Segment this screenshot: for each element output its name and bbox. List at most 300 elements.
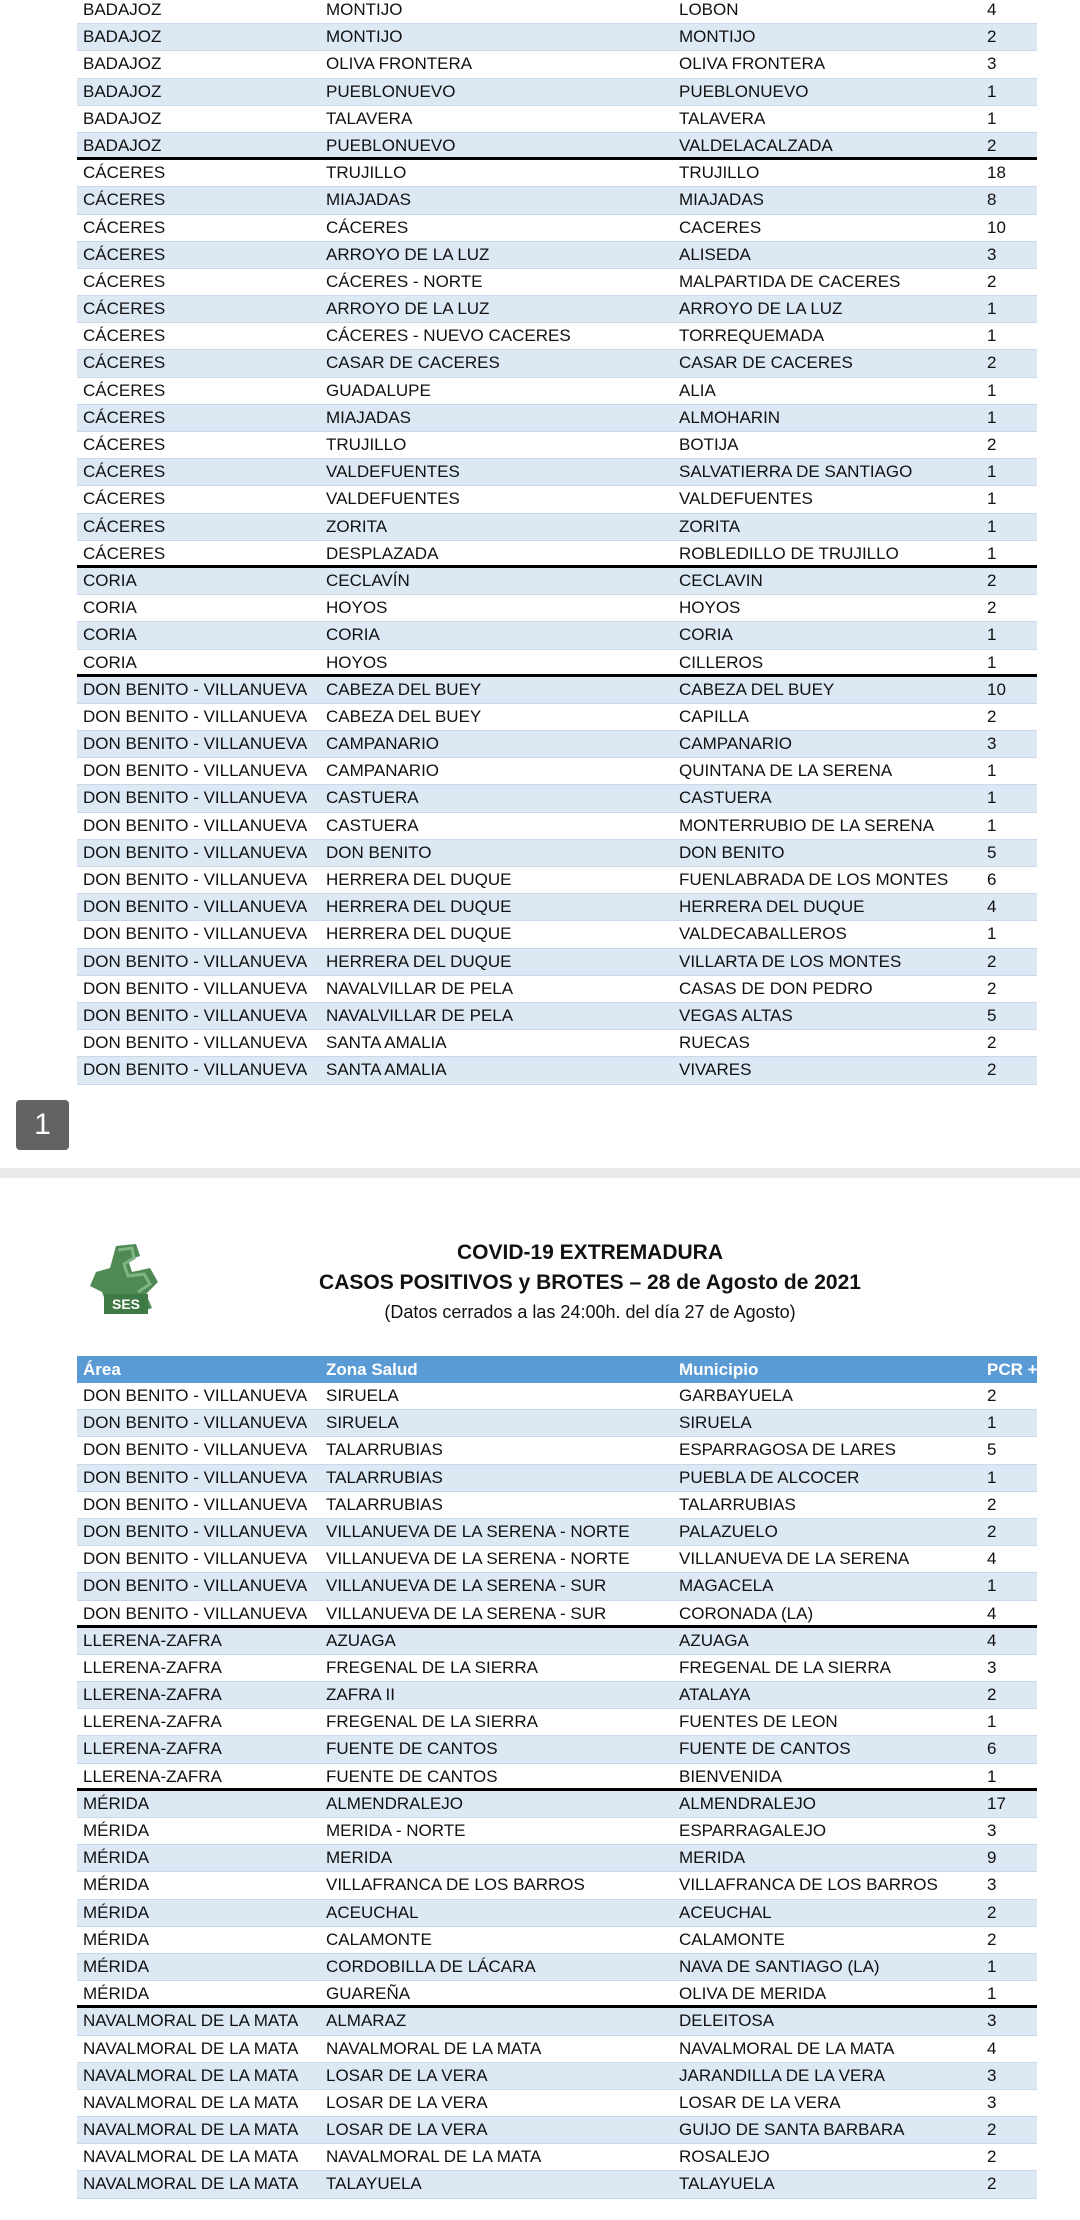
cell-pcr: 3 xyxy=(987,2065,997,2085)
cell-municipio: ZORITA xyxy=(679,516,741,536)
cell-municipio: CASAS DE DON PEDRO xyxy=(679,978,873,998)
cell-area: CÁCERES xyxy=(83,326,166,346)
table-row xyxy=(77,51,1037,78)
cell-municipio: CASAR DE CACERES xyxy=(679,353,853,373)
cell-pcr: 3 xyxy=(987,2092,997,2112)
table-row xyxy=(77,650,1037,677)
table-row xyxy=(77,568,1037,595)
cell-area: MÉRIDA xyxy=(83,1793,150,1813)
cell-pcr: 1 xyxy=(987,1413,997,1433)
table-row xyxy=(77,24,1037,51)
cell-pcr: 2 xyxy=(987,951,997,971)
cell-zona-salud: CASAR DE CACERES xyxy=(326,353,500,373)
cell-pcr: 4 xyxy=(987,1549,997,1569)
cell-pcr: 2 xyxy=(987,1902,997,1922)
cell-municipio: TORREQUEMADA xyxy=(679,326,825,346)
cell-municipio: FUENTE DE CANTOS xyxy=(679,1739,851,1759)
cell-zona-salud: DESPLAZADA xyxy=(326,543,439,563)
cell-municipio: AZUAGA xyxy=(679,1630,749,1650)
table-row xyxy=(77,405,1037,432)
cell-municipio: CABEZA DEL BUEY xyxy=(679,679,835,699)
cell-pcr: 1 xyxy=(987,1576,997,1596)
cell-area: CORIA xyxy=(83,652,137,672)
cell-zona-salud: HOYOS xyxy=(326,598,388,618)
cell-pcr: 3 xyxy=(987,1875,997,1895)
cell-pcr: 1 xyxy=(987,380,997,400)
cell-area: MÉRIDA xyxy=(83,1956,150,1976)
cell-municipio: VIVARES xyxy=(679,1060,752,1080)
cell-zona-salud: LOSAR DE LA VERA xyxy=(326,2120,488,2140)
cell-zona-salud: CECLAVÍN xyxy=(326,570,410,590)
cell-zona-salud: CORDOBILLA DE LÁCARA xyxy=(326,1956,536,1976)
cell-zona-salud: SANTA AMALIA xyxy=(326,1060,447,1080)
cell-zona-salud: CASTUERA xyxy=(326,815,419,835)
cell-area: NAVALMORAL DE LA MATA xyxy=(83,2092,299,2112)
table-row xyxy=(77,1546,1037,1573)
cell-municipio: ALMENDRALEJO xyxy=(679,1793,816,1813)
table-row xyxy=(77,2036,1037,2063)
cell-zona-salud: FUENTE DE CANTOS xyxy=(326,1739,498,1759)
cell-area: DON BENITO - VILLANUEVA xyxy=(83,897,308,917)
cell-zona-salud: TALARRUBIAS xyxy=(326,1467,443,1487)
cell-municipio: VALDEFUENTES xyxy=(679,489,813,509)
cell-zona-salud: TRUJILLO xyxy=(326,163,407,183)
cell-zona-salud: TRUJILLO xyxy=(326,435,407,454)
cell-zona-salud: HOYOS xyxy=(326,652,388,672)
cell-municipio: ALISEDA xyxy=(679,244,751,264)
cell-zona-salud: CABEZA DEL BUEY xyxy=(326,679,482,699)
table-row xyxy=(77,622,1037,649)
cell-pcr: 1 xyxy=(987,788,997,808)
cell-area: DON BENITO - VILLANUEVA xyxy=(83,1386,308,1405)
cell-zona-salud: CORIA xyxy=(326,625,380,645)
cell-area: CÁCERES xyxy=(83,543,166,563)
cell-area: CÁCERES xyxy=(83,190,166,210)
table-row xyxy=(77,0,1037,24)
cell-pcr: 4 xyxy=(987,0,997,19)
cell-pcr: 2 xyxy=(987,1386,997,1405)
table-row xyxy=(77,187,1037,214)
report-note: (Datos cerrados a las 24:00h. del día 27 de Agosto) xyxy=(384,1302,796,1322)
cell-municipio: MIAJADAS xyxy=(679,190,765,210)
cell-pcr: 1 xyxy=(987,489,997,509)
table-row xyxy=(77,2008,1037,2035)
table-row xyxy=(77,2117,1037,2144)
cell-area: NAVALMORAL DE LA MATA xyxy=(83,2147,299,2167)
cell-pcr: 4 xyxy=(987,897,997,917)
column-header-zona-salud: Zona Salud xyxy=(326,1360,418,1379)
cell-area: CORIA xyxy=(83,625,137,645)
cell-area: BADAJOZ xyxy=(83,27,162,47)
cell-area: DON BENITO - VILLANUEVA xyxy=(83,951,308,971)
cell-area: DON BENITO - VILLANUEVA xyxy=(83,815,308,835)
table-row xyxy=(77,541,1037,568)
table-row xyxy=(77,1655,1037,1682)
cell-pcr: 2 xyxy=(987,2120,997,2140)
table-row xyxy=(77,1682,1037,1709)
cell-area: NAVALMORAL DE LA MATA xyxy=(83,2120,299,2140)
cell-zona-salud: NAVALVILLAR DE PELA xyxy=(326,978,514,998)
cell-zona-salud: VALDEFUENTES xyxy=(326,462,460,482)
table-row xyxy=(77,921,1037,948)
table-row xyxy=(77,1383,1037,1410)
cell-area: BADAJOZ xyxy=(83,135,162,155)
cell-zona-salud: HERRERA DEL DUQUE xyxy=(326,924,512,944)
cell-area: DON BENITO - VILLANUEVA xyxy=(83,1494,308,1514)
cell-area: DON BENITO - VILLANUEVA xyxy=(83,1005,308,1025)
table-row xyxy=(77,704,1037,731)
cell-pcr: 1 xyxy=(987,81,997,101)
cell-area: CÁCERES xyxy=(83,271,166,291)
table-row xyxy=(77,758,1037,785)
cell-pcr: 2 xyxy=(987,1033,997,1053)
cell-zona-salud: ALMARAZ xyxy=(326,2011,407,2031)
cell-municipio: CASTUERA xyxy=(679,788,772,808)
cell-zona-salud: VILLANUEVA DE LA SERENA - NORTE xyxy=(326,1549,630,1569)
cell-municipio: RUECAS xyxy=(679,1033,750,1053)
cell-municipio: ROSALEJO xyxy=(679,2147,770,2167)
cell-area: BADAJOZ xyxy=(83,0,162,19)
cell-zona-salud: VILLANUEVA DE LA SERENA - SUR xyxy=(326,1603,607,1623)
cell-pcr: 1 xyxy=(987,462,997,482)
cell-pcr: 10 xyxy=(987,679,1006,699)
cell-zona-salud: CÁCERES - NUEVO CACERES xyxy=(326,326,571,346)
table-row xyxy=(77,1981,1037,2008)
cell-pcr: 1 xyxy=(987,652,997,672)
table-row xyxy=(77,514,1037,541)
cell-area: DON BENITO - VILLANUEVA xyxy=(83,1060,308,1080)
cell-zona-salud: NAVALVILLAR DE PELA xyxy=(326,1005,514,1025)
cell-area: DON BENITO - VILLANUEVA xyxy=(83,924,308,944)
cell-pcr: 1 xyxy=(987,407,997,427)
cell-area: DON BENITO - VILLANUEVA xyxy=(83,1549,308,1569)
cell-municipio: CAMPANARIO xyxy=(679,734,793,754)
table-row xyxy=(77,432,1037,459)
cell-municipio: ATALAYA xyxy=(679,1685,751,1705)
cell-pcr: 9 xyxy=(987,1848,997,1868)
cell-municipio: FUENTES DE LEON xyxy=(679,1712,838,1732)
cell-municipio: VALDELACALZADA xyxy=(679,135,833,155)
cell-pcr: 1 xyxy=(987,299,997,319)
cell-pcr: 1 xyxy=(987,1712,997,1732)
cell-municipio: VILLANUEVA DE LA SERENA xyxy=(679,1549,910,1569)
cell-zona-salud: ZAFRA II xyxy=(326,1685,395,1705)
table-row xyxy=(77,813,1037,840)
column-header-area: Área xyxy=(83,1360,121,1379)
table-row xyxy=(77,1573,1037,1600)
table-row xyxy=(77,1954,1037,1981)
cell-pcr: 1 xyxy=(987,1984,997,2004)
cell-pcr: 1 xyxy=(987,108,997,128)
cell-area: MÉRIDA xyxy=(83,1821,150,1840)
table-row xyxy=(77,595,1037,622)
table-row xyxy=(77,1900,1037,1927)
cell-municipio: ACEUCHAL xyxy=(679,1902,772,1922)
table-row xyxy=(77,1709,1037,1736)
cell-municipio: MAGACELA xyxy=(679,1576,774,1596)
cell-zona-salud: TALARRUBIAS xyxy=(326,1440,443,1460)
cell-area: CÁCERES xyxy=(83,163,166,183)
cell-area: BADAJOZ xyxy=(83,54,162,74)
table-row xyxy=(77,242,1037,269)
cell-area: NAVALMORAL DE LA MATA xyxy=(83,2011,299,2031)
cell-zona-salud: SIRUELA xyxy=(326,1413,399,1433)
cell-pcr: 6 xyxy=(987,1739,997,1759)
cell-pcr: 8 xyxy=(987,190,997,210)
cell-zona-salud: NAVALMORAL DE LA MATA xyxy=(326,2038,542,2058)
table-row xyxy=(77,677,1037,704)
cell-pcr: 3 xyxy=(987,244,997,264)
cell-municipio: ROBLEDILLO DE TRUJILLO xyxy=(679,543,899,563)
cell-municipio: PALAZUELO xyxy=(679,1521,778,1541)
cell-area: CÁCERES xyxy=(83,516,166,536)
cell-zona-salud: LOSAR DE LA VERA xyxy=(326,2065,488,2085)
report-title: COVID-19 EXTREMADURA xyxy=(456,1241,724,1264)
cell-municipio: LOSAR DE LA VERA xyxy=(679,2092,841,2112)
cell-zona-salud: HERRERA DEL DUQUE xyxy=(326,897,512,917)
cell-area: DON BENITO - VILLANUEVA xyxy=(83,870,308,889)
cell-municipio: GUIJO DE SANTA BARBARA xyxy=(679,2120,905,2140)
table-body-top xyxy=(77,0,1037,1085)
cell-area: NAVALMORAL DE LA MATA xyxy=(83,2038,299,2058)
cell-area: DON BENITO - VILLANUEVA xyxy=(83,842,308,862)
table-row xyxy=(77,894,1037,921)
table-row xyxy=(77,459,1037,486)
cell-area: BADAJOZ xyxy=(83,108,162,128)
cell-area: DON BENITO - VILLANUEVA xyxy=(83,679,308,699)
cell-pcr: 2 xyxy=(987,135,997,155)
cell-pcr: 2 xyxy=(987,1060,997,1080)
cell-municipio: MERIDA xyxy=(679,1848,746,1868)
table-row xyxy=(77,840,1037,867)
cell-pcr: 2 xyxy=(987,706,997,726)
cell-municipio: VEGAS ALTAS xyxy=(679,1005,793,1025)
cell-municipio: NAVA DE SANTIAGO (LA) xyxy=(679,1956,880,1976)
cell-area: CÁCERES xyxy=(83,299,166,319)
cell-area: MÉRIDA xyxy=(83,1848,150,1868)
cell-zona-salud: FUENTE DE CANTOS xyxy=(326,1766,498,1786)
table-row xyxy=(77,1601,1037,1628)
cell-municipio: CILLEROS xyxy=(679,652,764,672)
table-row xyxy=(77,1818,1037,1845)
table-page-one xyxy=(0,0,1080,1093)
table-row xyxy=(77,106,1037,133)
cell-pcr: 18 xyxy=(987,163,1006,183)
cell-pcr: 1 xyxy=(987,924,997,944)
cell-area: CÁCERES xyxy=(83,435,166,454)
cell-area: LLERENA-ZAFRA xyxy=(83,1739,222,1759)
cell-municipio: FREGENAL DE LA SIERRA xyxy=(679,1657,891,1677)
cell-zona-salud: AZUAGA xyxy=(326,1630,396,1650)
cell-zona-salud: VILLANUEVA DE LA SERENA - SUR xyxy=(326,1576,607,1596)
cell-pcr: 2 xyxy=(987,27,997,47)
page-number-badge[interactable]: 1 xyxy=(16,1100,69,1150)
table-row xyxy=(77,1492,1037,1519)
ses-logo-text: SES xyxy=(111,1296,141,1312)
table-row xyxy=(77,1736,1037,1763)
table-row xyxy=(77,1927,1037,1954)
cell-pcr: 3 xyxy=(987,1657,997,1677)
table-row xyxy=(77,2171,1037,2198)
cell-pcr: 2 xyxy=(987,1929,997,1949)
cell-municipio: CORIA xyxy=(679,625,733,645)
cell-municipio: TALARRUBIAS xyxy=(679,1494,796,1514)
cell-zona-salud: HERRERA DEL DUQUE xyxy=(326,951,512,971)
column-header-municipio: Municipio xyxy=(679,1360,759,1379)
table-row xyxy=(77,1465,1037,1492)
cell-municipio: BIENVENIDA xyxy=(679,1766,782,1786)
cell-municipio: ALMOHARIN xyxy=(679,407,781,427)
cell-area: LLERENA-ZAFRA xyxy=(83,1712,222,1732)
table-row xyxy=(77,350,1037,377)
cell-pcr: 2 xyxy=(987,353,997,373)
cell-zona-salud: ARROYO DE LA LUZ xyxy=(326,299,490,319)
cell-zona-salud: GUAREÑA xyxy=(326,1984,411,2004)
table-row xyxy=(77,378,1037,405)
cell-pcr: 2 xyxy=(987,2147,997,2167)
cell-pcr: 3 xyxy=(987,54,997,74)
cell-pcr: 1 xyxy=(987,761,997,781)
cell-pcr: 4 xyxy=(987,2038,997,2058)
cell-municipio: NAVALMORAL DE LA MATA xyxy=(679,2038,895,2058)
cell-zona-salud: ALMENDRALEJO xyxy=(326,1793,463,1813)
cell-municipio: TALAYUELA xyxy=(679,2174,775,2194)
cell-zona-salud: OLIVA FRONTERA xyxy=(326,54,473,74)
cell-zona-salud: DON BENITO xyxy=(326,842,432,862)
cell-municipio: PUEBLA DE ALCOCER xyxy=(679,1467,860,1487)
table-row xyxy=(77,2090,1037,2117)
cell-area: DON BENITO - VILLANUEVA xyxy=(83,788,308,808)
report-subtitle: CASOS POSITIVOS y BROTES – 28 de Agosto de 2021 xyxy=(319,1271,861,1294)
cell-pcr: 3 xyxy=(987,1821,997,1840)
cell-municipio: ARROYO DE LA LUZ xyxy=(679,299,843,319)
cell-pcr: 4 xyxy=(987,1630,997,1650)
table-body-bottom xyxy=(77,1383,1037,2199)
cell-municipio: ESPARRAGOSA DE LARES xyxy=(679,1440,896,1460)
cell-zona-salud: CAMPANARIO xyxy=(326,734,440,754)
cell-area: BADAJOZ xyxy=(83,81,162,101)
cell-municipio: OLIVA FRONTERA xyxy=(679,54,826,74)
cell-pcr: 1 xyxy=(987,815,997,835)
cell-area: DON BENITO - VILLANUEVA xyxy=(83,1413,308,1433)
cell-area: CÁCERES xyxy=(83,380,166,400)
cell-municipio: SALVATIERRA DE SANTIAGO xyxy=(679,462,913,482)
table-row xyxy=(77,785,1037,812)
table-row xyxy=(77,133,1037,160)
cell-municipio: HERRERA DEL DUQUE xyxy=(679,897,865,917)
table-header-row xyxy=(77,1356,1037,1383)
cell-area: CÁCERES xyxy=(83,407,166,427)
cell-pcr: 2 xyxy=(987,978,997,998)
cell-municipio: VILLAFRANCA DE LOS BARROS xyxy=(679,1875,938,1895)
cell-area: MÉRIDA xyxy=(83,1875,150,1895)
cell-area: CÁCERES xyxy=(83,462,166,482)
cell-pcr: 17 xyxy=(987,1793,1006,1813)
cell-zona-salud: SIRUELA xyxy=(326,1386,399,1405)
table-row xyxy=(77,1057,1037,1084)
cell-zona-salud: MONTIJO xyxy=(326,0,403,19)
cell-zona-salud: HERRERA DEL DUQUE xyxy=(326,870,512,889)
cell-municipio: BOTIJA xyxy=(679,435,739,454)
cell-municipio: DELEITOSA xyxy=(679,2011,775,2031)
cell-municipio: MONTERRUBIO DE LA SERENA xyxy=(679,815,935,835)
cell-municipio: FUENLABRADA DE LOS MONTES xyxy=(679,870,949,889)
cell-area: CORIA xyxy=(83,598,137,618)
cell-zona-salud: MIAJADAS xyxy=(326,190,412,210)
cell-municipio: ALIA xyxy=(679,380,716,400)
cell-pcr: 10 xyxy=(987,217,1006,237)
table-row xyxy=(77,2063,1037,2090)
table-row xyxy=(77,731,1037,758)
cell-zona-salud: ZORITA xyxy=(326,516,388,536)
cell-area: DON BENITO - VILLANUEVA xyxy=(83,1467,308,1487)
cell-pcr: 5 xyxy=(987,1440,997,1460)
cell-pcr: 3 xyxy=(987,734,997,754)
cell-pcr: 2 xyxy=(987,1685,997,1705)
cell-area: NAVALMORAL DE LA MATA xyxy=(83,2065,299,2085)
cell-municipio: LOBON xyxy=(679,0,739,19)
cell-area: CÁCERES xyxy=(83,244,166,264)
table-row xyxy=(77,1791,1037,1818)
cell-zona-salud: VALDEFUENTES xyxy=(326,489,460,509)
cell-zona-salud: CÁCERES xyxy=(326,217,409,237)
cell-zona-salud: VILLANUEVA DE LA SERENA - NORTE xyxy=(326,1521,630,1541)
cell-zona-salud: SANTA AMALIA xyxy=(326,1033,447,1053)
cell-pcr: 2 xyxy=(987,570,997,590)
cell-municipio: VILLARTA DE LOS MONTES xyxy=(679,951,902,971)
cell-area: LLERENA-ZAFRA xyxy=(83,1630,222,1650)
table-row xyxy=(77,296,1037,323)
cell-zona-salud: PUEBLONUEVO xyxy=(326,81,456,101)
cell-pcr: 5 xyxy=(987,842,997,862)
cell-area: DON BENITO - VILLANUEVA xyxy=(83,978,308,998)
cell-pcr: 1 xyxy=(987,1956,997,1976)
cell-municipio: QUINTANA DE LA SERENA xyxy=(679,761,893,781)
cell-pcr: 5 xyxy=(987,1005,997,1025)
cell-pcr: 2 xyxy=(987,1521,997,1541)
cell-zona-salud: MERIDA xyxy=(326,1848,393,1868)
table-row xyxy=(77,867,1037,894)
cell-municipio: VALDECABALLEROS xyxy=(679,924,847,944)
cell-zona-salud: ARROYO DE LA LUZ xyxy=(326,244,490,264)
cell-pcr: 1 xyxy=(987,1467,997,1487)
cell-pcr: 4 xyxy=(987,1603,997,1623)
cell-zona-salud: MONTIJO xyxy=(326,27,403,47)
cell-pcr: 2 xyxy=(987,271,997,291)
page-separator xyxy=(0,1168,1080,1178)
cell-municipio: TRUJILLO xyxy=(679,163,760,183)
cell-pcr: 1 xyxy=(987,326,997,346)
cell-zona-salud: CÁCERES - NORTE xyxy=(326,271,483,291)
cell-area: CÁCERES xyxy=(83,217,166,237)
cell-area: LLERENA-ZAFRA xyxy=(83,1766,222,1786)
cell-zona-salud: PUEBLONUEVO xyxy=(326,135,456,155)
cell-zona-salud: ACEUCHAL xyxy=(326,1902,419,1922)
cell-area: DON BENITO - VILLANUEVA xyxy=(83,734,308,754)
table-row xyxy=(77,1628,1037,1655)
cell-municipio: CORONADA (LA) xyxy=(679,1603,814,1623)
cell-municipio: TALAVERA xyxy=(679,108,766,128)
table-row xyxy=(77,1410,1037,1437)
cell-zona-salud: CALAMONTE xyxy=(326,1929,432,1949)
cell-municipio: MONTIJO xyxy=(679,27,756,47)
cell-municipio: CECLAVIN xyxy=(679,570,763,590)
cell-zona-salud: FREGENAL DE LA SIERRA xyxy=(326,1712,538,1732)
cell-pcr: 2 xyxy=(987,598,997,618)
cell-municipio: JARANDILLA DE LA VERA xyxy=(679,2065,885,2085)
cell-area: DON BENITO - VILLANUEVA xyxy=(83,706,308,726)
table-row xyxy=(77,1030,1037,1057)
